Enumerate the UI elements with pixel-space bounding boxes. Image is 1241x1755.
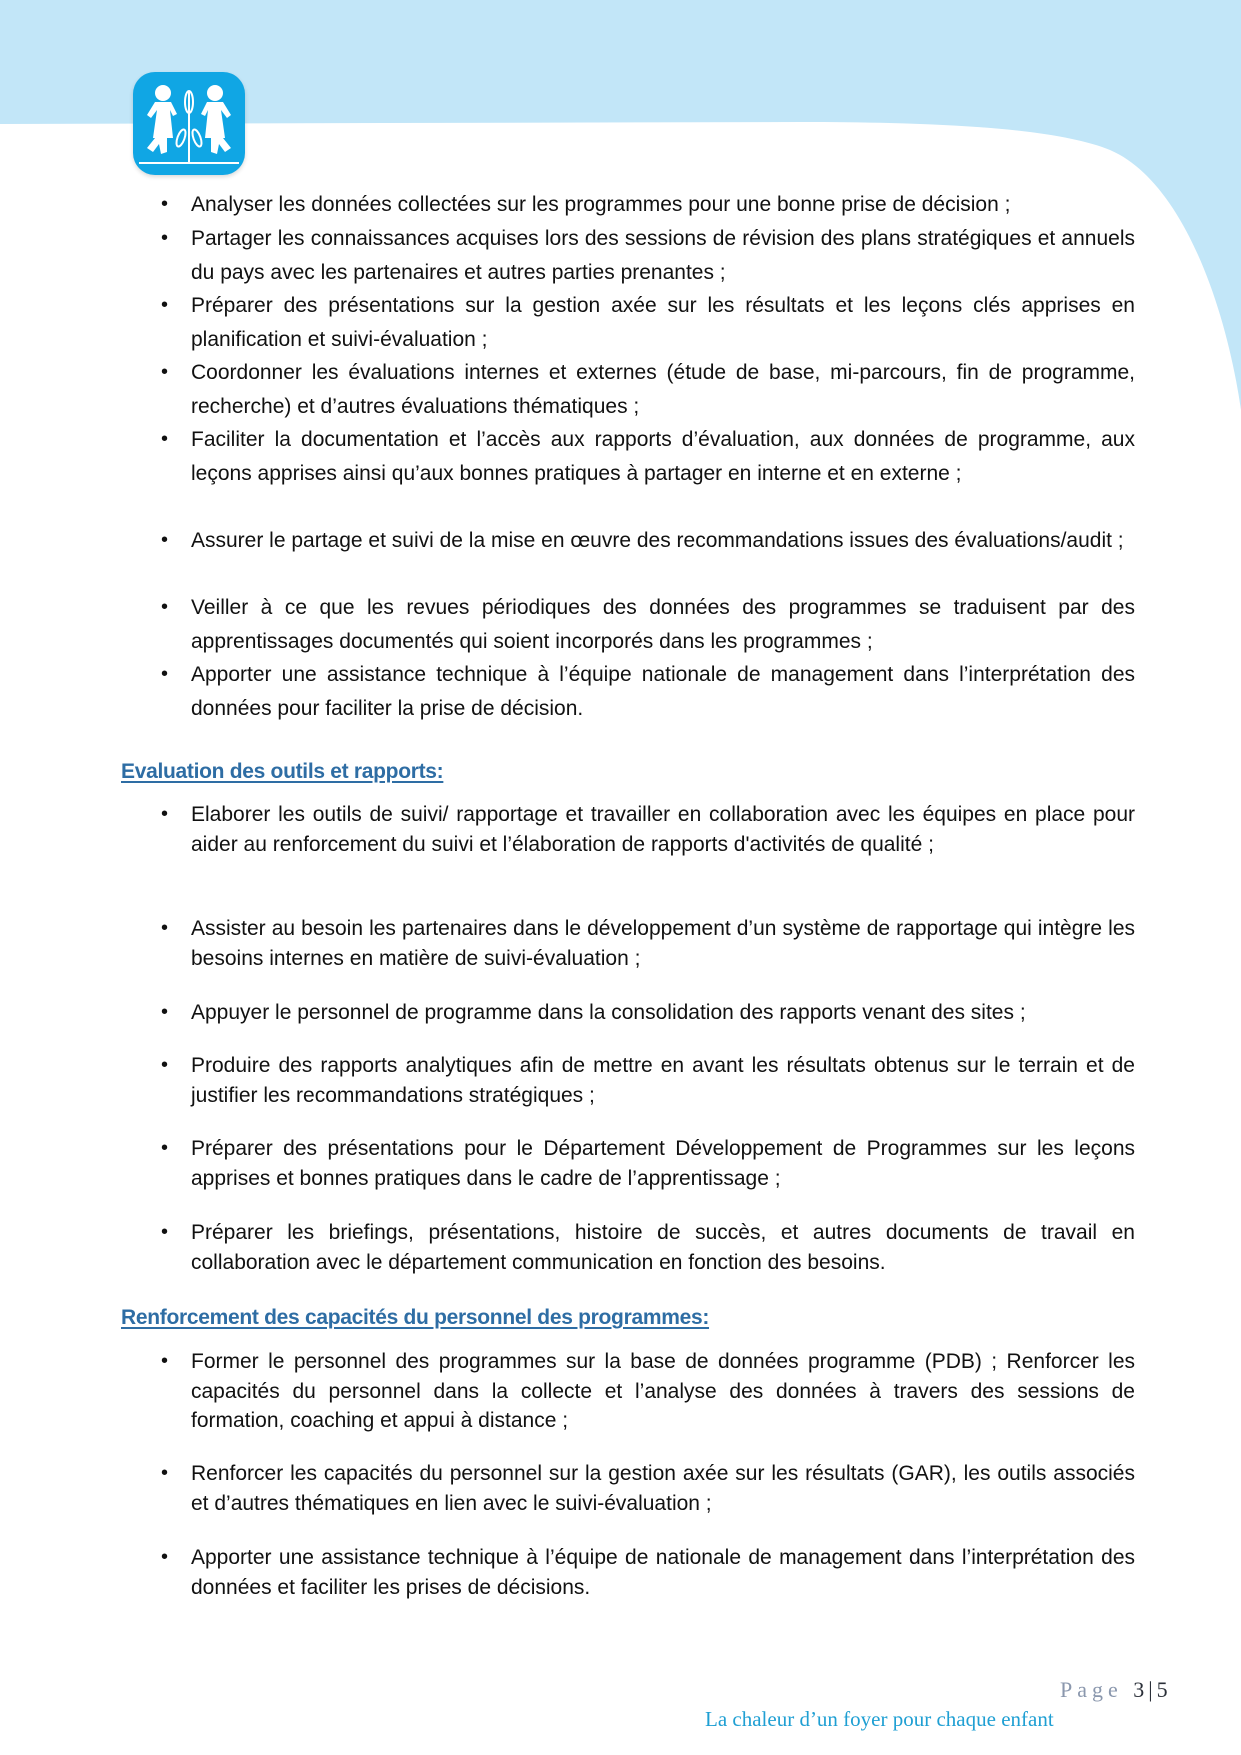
organization-logo <box>133 72 245 175</box>
page-current: 3 <box>1133 1677 1145 1702</box>
list-item: • Faciliter la documentation et l’accès aux rapports d’évaluation, aux données de programme, aux leçons apprises ainsi qu’aux bonnes pratiques à partager en interne et en externe ; <box>191 423 1135 490</box>
list-item: • Préparer des présentations sur la gestion axée sur les résultats et les leçons clés apprises en planification et suivi-évaluation ; <box>191 289 1135 356</box>
list-item: • Apporter une assistance technique à l’équipe nationale de management dans l’interprétation des données pour faciliter la prise de décision. <box>191 658 1135 725</box>
page-separator: | <box>1148 1677 1153 1702</box>
section-heading-evaluation: Evaluation des outils et rapports: <box>121 760 444 783</box>
list-item: • Préparer les briefings, présentations, histoire de succès, et autres documents de travail en collaboration avec le département communication en fonction des besoins. <box>191 1218 1135 1277</box>
list-item: • Produire des rapports analytiques afin de mettre en avant les résultats obtenus sur le terrain et de justifier les recommandations stratégiques ; <box>191 1051 1135 1110</box>
list-item: • Préparer des présentations pour le Département Développement de Programmes sur les leçons apprises et bonnes pratiques dans le cadre de l’apprentissage ; <box>191 1134 1135 1193</box>
list-item: • Appuyer le personnel de programme dans la consolidation des rapports venant des sites ; <box>191 998 1135 1028</box>
list-item: • Coordonner les évaluations internes et externes (étude de base, mi-parcours, fin de programme, recherche) et d’autres évaluations thématiques ; <box>191 356 1135 423</box>
page-total: 5 <box>1156 1677 1168 1702</box>
list-item: • Assurer le partage et suivi de la mise en œuvre des recommandations issues des évaluations/audit ; <box>191 524 1135 558</box>
list-item: • Veiller à ce que les revues périodiques des données des programmes se traduisent par des apprentissages documentés qui soient incorporés dans les programmes ; <box>191 591 1135 658</box>
section-heading-capacity-building: Renforcement des capacités du personnel des programmes: <box>121 1306 710 1329</box>
list-item: • Renforcer les capacités du personnel sur la gestion axée sur les résultats (GAR), les outils associés et d’autres thématiques en lien avec le suivi-évaluation ; <box>191 1459 1135 1518</box>
page-label: Page <box>1060 1677 1123 1702</box>
list-item: • Elaborer les outils de suivi/ rapportage et travailler en collaboration avec les équipes en place pour aider au renforcement du suivi et l’élaboration de rapports d'activités de qualité ; <box>191 800 1135 859</box>
page-number <box>1060 1677 1168 1703</box>
list-item: • Apporter une assistance technique à l’équipe de nationale de management dans l’interprétation des données et faciliter les prises de décisions. <box>191 1543 1135 1602</box>
list-item: • Analyser les données collectées sur les programmes pour une bonne prise de décision ; <box>191 188 1135 222</box>
list-item: • Partager les connaissances acquises lors des sessions de révision des plans stratégiques et annuels du pays avec les partenaires et autres parties prenantes ; <box>191 222 1135 289</box>
list-item: • Assister au besoin les partenaires dans le développement d’un système de rapportage qui intègre les besoins internes en matière de suivi-évaluation ; <box>191 914 1135 973</box>
children-with-plant-icon <box>133 72 245 175</box>
footer-tagline: La chaleur d’un foyer pour chaque enfant <box>705 1707 1054 1731</box>
list-item: • Former le personnel des programmes sur la base de données programme (PDB) ; Renforcer les capacités du personnel dans la collecte et l’analyse des données à travers des sessions de formation, coaching et appui à distance ; <box>191 1347 1135 1436</box>
